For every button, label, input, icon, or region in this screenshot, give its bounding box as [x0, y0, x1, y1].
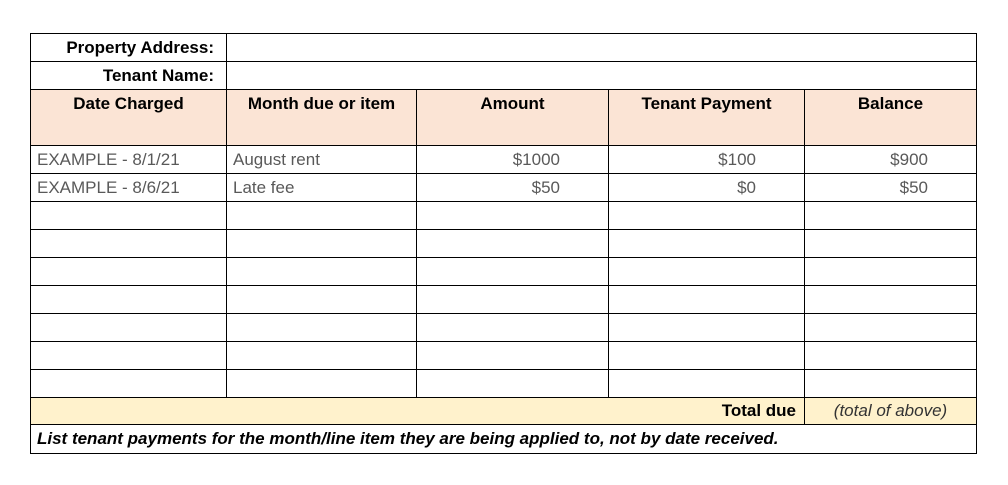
- cell-month-due[interactable]: August rent: [227, 146, 417, 174]
- tenant-name-field[interactable]: [227, 62, 977, 90]
- cell-amount[interactable]: [417, 314, 609, 342]
- cell-balance[interactable]: $50: [805, 174, 977, 202]
- note-row: [31, 425, 977, 454]
- cell-balance[interactable]: [805, 286, 977, 314]
- cell-month-due[interactable]: [227, 342, 417, 370]
- cell-amount[interactable]: [417, 258, 609, 286]
- cell-tenant-payment[interactable]: [609, 286, 805, 314]
- cell-balance[interactable]: [805, 258, 977, 286]
- cell-amount[interactable]: [417, 286, 609, 314]
- cell-month-due[interactable]: [227, 370, 417, 398]
- column-header-row: [31, 90, 977, 146]
- payment-ledger-table: [30, 33, 977, 454]
- cell-date-charged[interactable]: [31, 286, 227, 314]
- cell-month-due[interactable]: [227, 314, 417, 342]
- cell-balance[interactable]: $900: [805, 146, 977, 174]
- cell-tenant-payment[interactable]: [609, 370, 805, 398]
- cell-balance[interactable]: [805, 370, 977, 398]
- cell-date-charged[interactable]: [31, 342, 227, 370]
- cell-amount[interactable]: [417, 370, 609, 398]
- column-header-month-due: Month due or item: [227, 90, 417, 146]
- cell-balance[interactable]: [805, 314, 977, 342]
- cell-amount[interactable]: [417, 342, 609, 370]
- table-row: [31, 258, 977, 286]
- table-row: [31, 230, 977, 258]
- column-header-date-charged: Date Charged: [31, 90, 227, 146]
- cell-date-charged[interactable]: [31, 230, 227, 258]
- property-address-field[interactable]: [227, 34, 977, 62]
- column-header-balance: Balance: [805, 90, 977, 146]
- cell-date-charged[interactable]: [31, 370, 227, 398]
- total-due-value[interactable]: (total of above): [805, 398, 977, 425]
- cell-amount[interactable]: $50: [417, 174, 609, 202]
- total-row: [31, 398, 977, 425]
- tenant-name-row: [31, 62, 977, 90]
- cell-amount[interactable]: [417, 230, 609, 258]
- cell-balance[interactable]: [805, 342, 977, 370]
- cell-date-charged[interactable]: EXAMPLE - 8/1/21: [31, 146, 227, 174]
- tenant-name-label: Tenant Name:: [31, 62, 227, 90]
- cell-tenant-payment[interactable]: $100: [609, 146, 805, 174]
- cell-balance[interactable]: [805, 202, 977, 230]
- property-address-label: Property Address:: [31, 34, 227, 62]
- cell-amount[interactable]: [417, 202, 609, 230]
- cell-date-charged[interactable]: EXAMPLE - 8/6/21: [31, 174, 227, 202]
- property-address-row: [31, 34, 977, 62]
- table-row: [31, 202, 977, 230]
- cell-month-due[interactable]: [227, 258, 417, 286]
- cell-balance[interactable]: [805, 230, 977, 258]
- cell-tenant-payment[interactable]: $0: [609, 174, 805, 202]
- table-row: [31, 314, 977, 342]
- cell-amount[interactable]: $1000: [417, 146, 609, 174]
- cell-date-charged[interactable]: [31, 314, 227, 342]
- total-due-label: Total due: [31, 398, 805, 425]
- table-row: [31, 286, 977, 314]
- cell-date-charged[interactable]: [31, 258, 227, 286]
- cell-tenant-payment[interactable]: [609, 202, 805, 230]
- cell-tenant-payment[interactable]: [609, 230, 805, 258]
- column-header-amount: Amount: [417, 90, 609, 146]
- cell-month-due[interactable]: [227, 202, 417, 230]
- cell-month-due[interactable]: Late fee: [227, 174, 417, 202]
- table-row: [31, 146, 977, 174]
- cell-date-charged[interactable]: [31, 202, 227, 230]
- cell-tenant-payment[interactable]: [609, 258, 805, 286]
- table-row: [31, 342, 977, 370]
- cell-month-due[interactable]: [227, 230, 417, 258]
- cell-tenant-payment[interactable]: [609, 314, 805, 342]
- cell-tenant-payment[interactable]: [609, 342, 805, 370]
- instruction-note: List tenant payments for the month/line item they are being applied to, not by date received.: [31, 425, 977, 454]
- column-header-tenant-payment: Tenant Payment: [609, 90, 805, 146]
- cell-month-due[interactable]: [227, 286, 417, 314]
- table-row: [31, 370, 977, 398]
- table-row: [31, 174, 977, 202]
